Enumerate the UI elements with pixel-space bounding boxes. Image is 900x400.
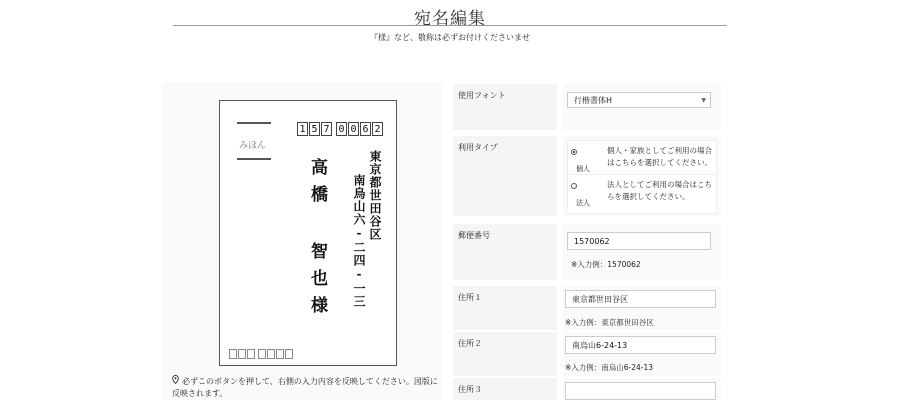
address2-example: ※入力例：南烏山6-24-13 bbox=[565, 363, 654, 372]
stamp-rule-bottom bbox=[237, 158, 271, 160]
sender-postal-box bbox=[229, 349, 237, 359]
postal-code-example: ※入力例：1570062 bbox=[571, 260, 641, 269]
usage-type-label: 利用タイプ bbox=[458, 143, 498, 152]
address1-label-cell bbox=[453, 286, 557, 330]
preview-address-line1: 東京都世田谷区 bbox=[368, 150, 382, 241]
sender-postal-box bbox=[247, 349, 255, 359]
address2-label-cell bbox=[453, 332, 557, 376]
address1-input[interactable]: 東京都世田谷区 bbox=[565, 290, 716, 308]
font-label-cell bbox=[453, 84, 557, 130]
page-subtitle: 『様』など、敬称は必ずお付けくださいませ bbox=[370, 33, 530, 42]
postal-digit: 5 bbox=[309, 122, 320, 136]
stamp-sample-label: みほん bbox=[239, 141, 267, 151]
title-divider bbox=[173, 25, 727, 26]
postal-digit: 6 bbox=[360, 122, 371, 136]
usage-type-label-cell bbox=[453, 136, 557, 216]
sender-postal-box bbox=[258, 349, 266, 359]
pin-icon bbox=[172, 375, 179, 388]
preview-address-line2: 南烏山六‐二四‐一三 bbox=[352, 174, 366, 308]
usage-type-desc-personal: 個人・家族としてご利用の場合はこちらを選択してください。 bbox=[607, 146, 712, 167]
postal-digit: 2 bbox=[372, 122, 383, 136]
preview-recipient-name: 高橋 智也様 bbox=[307, 158, 327, 323]
address2-input[interactable]: 南烏山6-24-13 bbox=[565, 336, 716, 354]
address3-label-cell bbox=[453, 378, 557, 400]
usage-type-desc-corporate: 法人としてご利用の場合はこちらを選択してください。 bbox=[607, 180, 712, 201]
postal-digit: 0 bbox=[348, 122, 359, 136]
stamp-rule-top bbox=[237, 122, 271, 124]
postal-digit: 0 bbox=[336, 122, 347, 136]
sender-postal-box bbox=[285, 349, 293, 359]
sender-postal-boxes bbox=[229, 349, 294, 359]
sender-postal-box bbox=[267, 349, 275, 359]
radio-corporate[interactable] bbox=[571, 183, 577, 189]
radio-personal[interactable] bbox=[571, 149, 577, 155]
usage-type-option-corporate[interactable] bbox=[567, 174, 717, 214]
address1-example: ※入力例：東京都世田谷区 bbox=[565, 318, 654, 327]
address1-label: 住所１ bbox=[458, 293, 482, 302]
address3-input[interactable] bbox=[565, 382, 716, 400]
sender-postal-box bbox=[276, 349, 284, 359]
address2-label: 住所２ bbox=[458, 339, 482, 348]
chevron-down-icon: ▼ bbox=[701, 97, 706, 104]
postal-code-boxes bbox=[297, 122, 384, 136]
postal-digit: 7 bbox=[321, 122, 332, 136]
postal-code-label-cell bbox=[453, 224, 557, 280]
postal-code-input[interactable]: 1570062 bbox=[567, 232, 711, 250]
sender-postal-box bbox=[238, 349, 246, 359]
reflect-notice bbox=[172, 375, 444, 400]
font-label: 使用フォント bbox=[458, 91, 506, 100]
address3-label: 住所３ bbox=[458, 385, 482, 394]
usage-type-tag-personal: 個人 bbox=[576, 165, 590, 173]
postal-code-label: 郵便番号 bbox=[458, 231, 490, 240]
reflect-notice-text: 必ずこのボタンを押して、右側の入力内容を反映してください。図版に反映されます。 bbox=[172, 377, 438, 398]
page-title: 宛名編集 bbox=[414, 9, 486, 29]
font-select[interactable] bbox=[567, 92, 711, 108]
usage-type-tag-corporate: 法人 bbox=[576, 199, 590, 207]
font-select-value: 行楷書体H bbox=[574, 96, 613, 105]
postal-digit: 1 bbox=[297, 122, 308, 136]
